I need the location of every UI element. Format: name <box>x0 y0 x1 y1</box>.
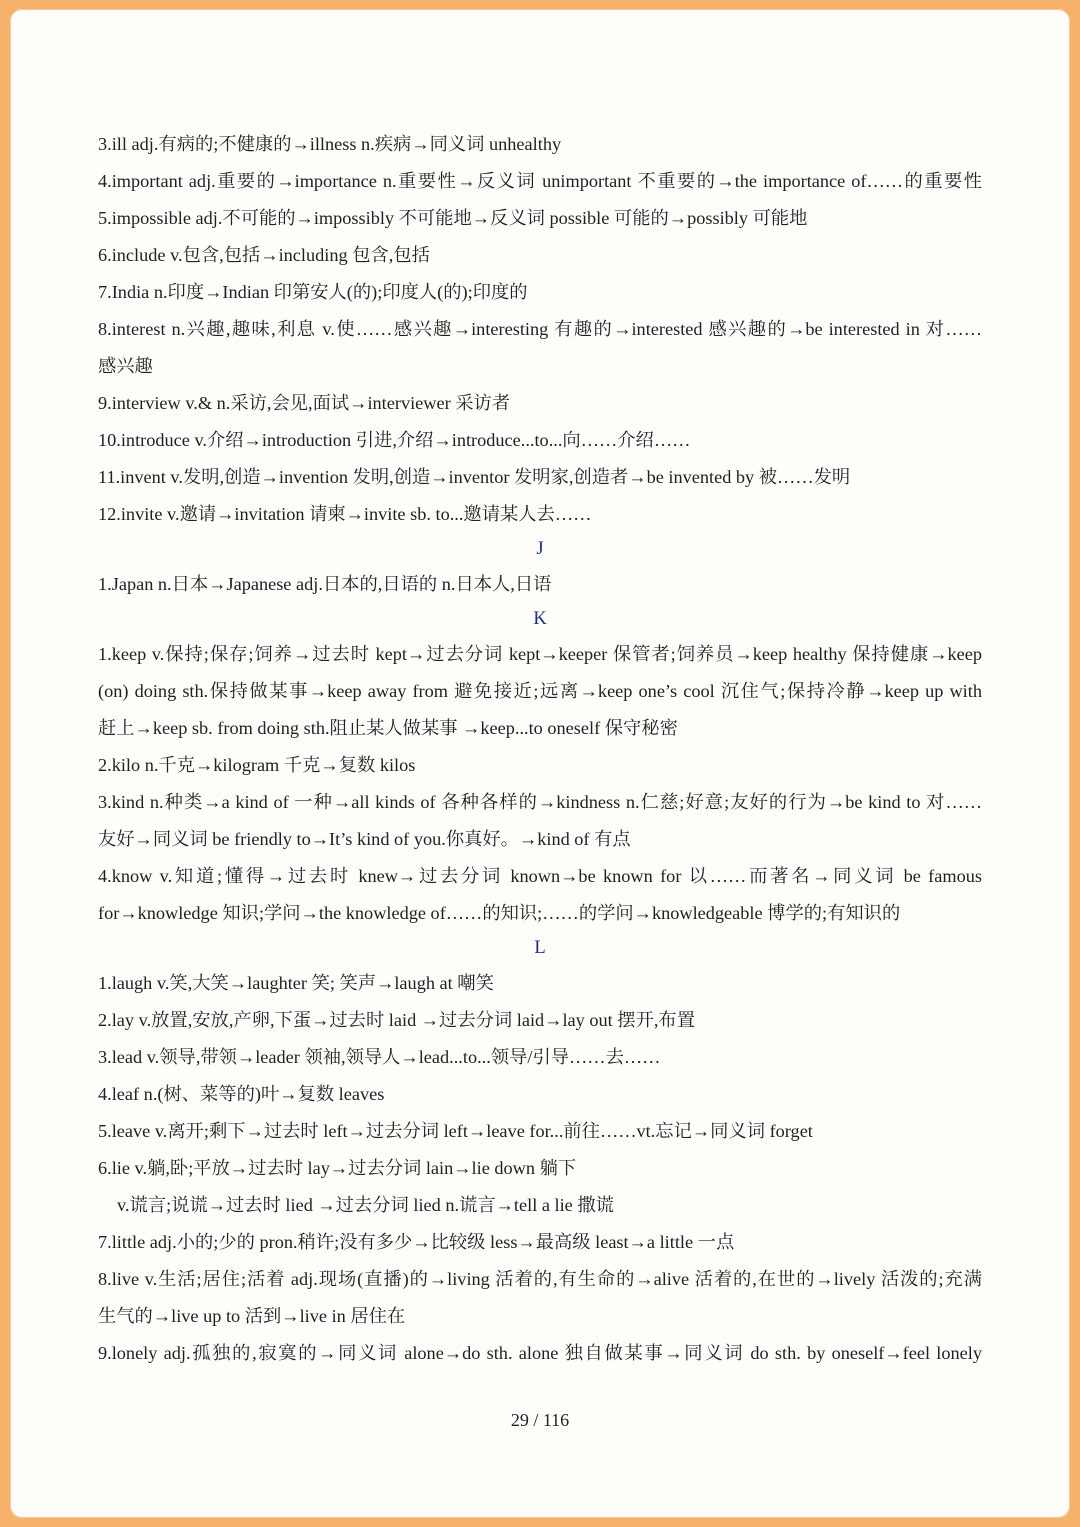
entry-ill: 3.ill adj.有病的;不健康的→illness n.疾病→同义词 unhealthy <box>98 134 562 154</box>
entry-laugh: 1.laugh v.笑,大笑→laughter 笑; 笑声→laugh at 嘲笑 <box>98 973 494 993</box>
entry-kind: 3.kind n.种类→a kind of 一种→all kinds of 各种各样的→kindness n.仁慈;好意;友好的行为→be kind to 对…… <box>98 792 982 812</box>
entry-know-cont: for→knowledge 知识;学问→the knowledge of……的知识;……的学问→knowledgeable 博学的;有知识的 <box>98 903 901 923</box>
entry-important: 4.important adj.重要的→importance n.重要性→反义词 unimportant 不重要的→the importance of……的重要性 <box>98 171 982 191</box>
entry-introduce: 10.introduce v.介绍→introduction 引进,介绍→introduce...to...向……介绍…… <box>98 430 691 450</box>
document-body <box>98 126 982 1372</box>
entry-interest: 8.interest n.兴趣,趣味,利息 v.使……感兴趣→interesting 有趣的→interested 感兴趣的→be interested in 对…… <box>98 319 982 339</box>
section-heading-j: J <box>536 539 544 559</box>
entry-japan: 1.Japan n.日本→Japanese adj.日本的,日语的 n.日本人,日语 <box>98 574 552 594</box>
entry-live: 8.live v.生活;居住;活着 adj.现场(直播)的→living 活着的,有生命的→alive 活着的,在世的→lively 活泼的;充满 <box>98 1269 982 1289</box>
entry-live-cont: 生气的→live up to 活到→live in 居住在 <box>98 1306 406 1326</box>
entry-lay: 2.lay v.放置,安放,产卵,下蛋→过去时 laid →过去分词 laid→lay out 摆开,布置 <box>98 1010 695 1030</box>
entry-lead: 3.lead v.领导,带领→leader 领袖,领导人→lead...to...领导/引导……去…… <box>98 1047 661 1067</box>
entry-impossible: 5.impossible adj.不可能的→impossibly 不可能地→反义词 possible 可能的→possibly 可能地 <box>98 208 808 228</box>
entry-leave: 5.leave v.离开;剩下→过去时 left→过去分词 left→leave for...前往……vt.忘记→同义词 forget <box>98 1121 813 1141</box>
entry-leaf: 4.leaf n.(树、菜等的)叶→复数 leaves <box>98 1084 385 1104</box>
entry-know: 4.know v.知道;懂得→过去时 knew→过去分词 known→be known for 以……而著名→同义词 be famous <box>98 866 982 886</box>
entry-lie-cont: v.谎言;说谎→过去时 lied →过去分词 lied n.谎言→tell a lie 撒谎 <box>117 1195 614 1215</box>
entry-interview: 9.interview v.& n.采访,会见,面试→interviewer 采访者 <box>98 393 511 413</box>
section-heading-l: L <box>534 938 546 958</box>
page-number: 29 / 116 <box>510 1410 570 1430</box>
entry-include: 6.include v.包含,包括→including 包含,包括 <box>98 245 430 265</box>
entry-keep-cont-1: (on) doing sth.保持做某事→keep away from 避免接近;远离→keep one’s cool 沉住气;保持冷静→keep up with <box>98 681 982 701</box>
entry-keep-cont-2: 赶上→keep sb. from doing sth.阻止某人做某事 →keep...to oneself 保守秘密 <box>98 718 678 738</box>
entry-little: 7.little adj.小的;少的 pron.稍许;没有多少→比较级 less→最高级 least→a little 一点 <box>98 1232 735 1252</box>
entry-keep: 1.keep v.保持;保存;饲养→过去时 kept→过去分词 kept→keeper 保管者;饲养员→keep healthy 保持健康→keep <box>98 644 982 664</box>
entry-interest-cont: 感兴趣 <box>98 356 153 376</box>
entry-invite: 12.invite v.邀请→invitation 请柬→invite sb. to...邀请某人去…… <box>98 504 592 524</box>
entry-lonely: 9.lonely adj.孤独的,寂寞的→同义词 alone→do sth. alone 独自做某事→同义词 do sth. by oneself→feel lonely <box>98 1343 982 1363</box>
entry-invent: 11.invent v.发明,创造→invention 发明,创造→inventor 发明家,创造者→be invented by 被……发明 <box>98 467 851 487</box>
entry-kilo: 2.kilo n.千克→kilogram 千克→复数 kilos <box>98 755 416 775</box>
entry-lie: 6.lie v.躺,卧;平放→过去时 lay→过去分词 lain→lie down 躺下 <box>98 1158 577 1178</box>
entry-kind-cont: 友好→同义词 be friendly to→It’s kind of you.你真好。→kind of 有点 <box>98 829 631 849</box>
section-heading-k: K <box>533 609 547 629</box>
entry-india: 7.India n.印度→Indian 印第安人(的);印度人(的);印度的 <box>98 282 528 302</box>
